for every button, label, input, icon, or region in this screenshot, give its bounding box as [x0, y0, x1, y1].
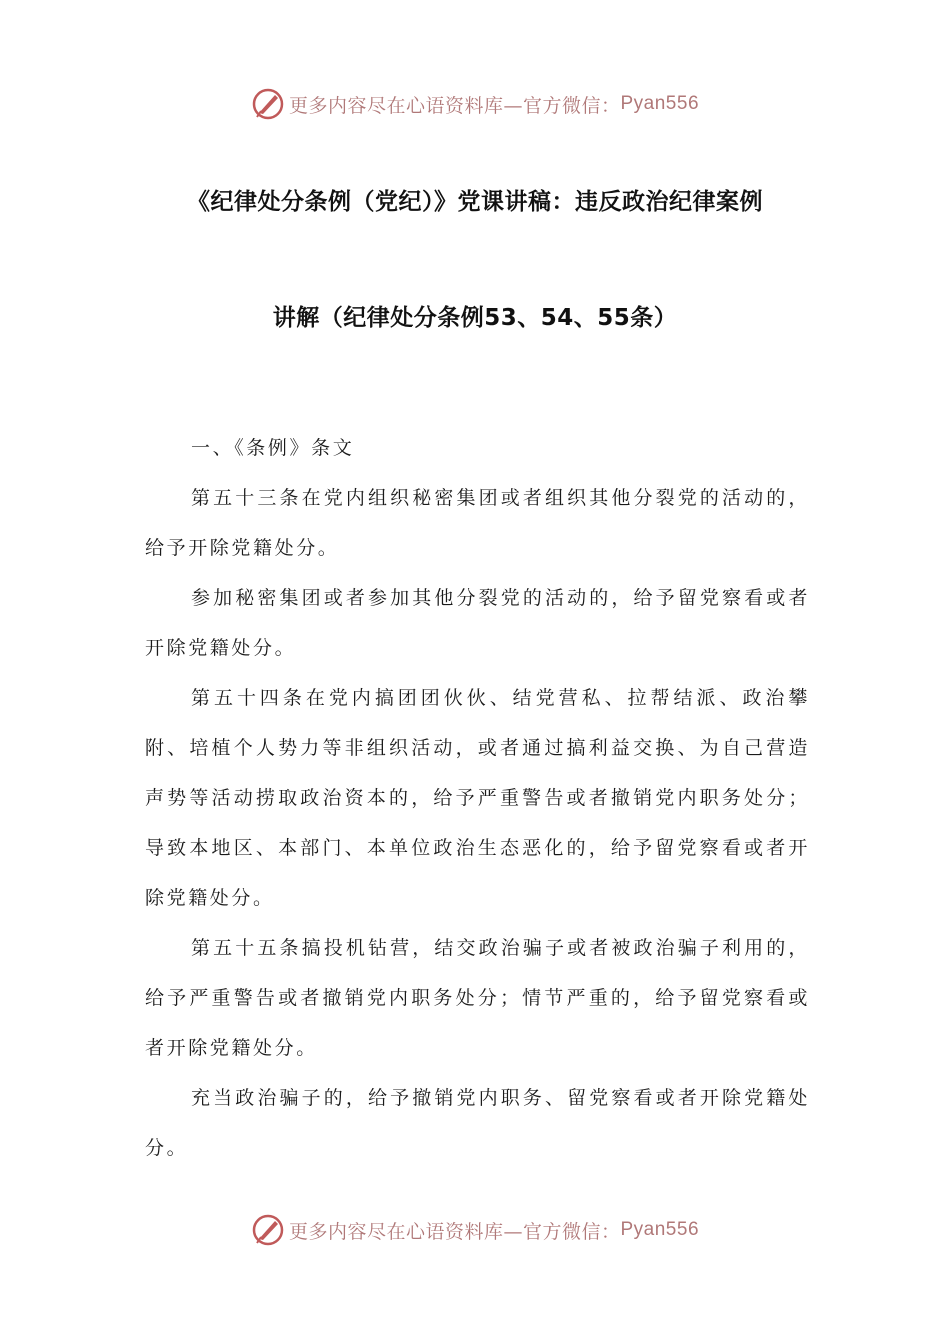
- paragraph: 充当政治骗子的，给予撤销党内职务、留党察看或者开除党籍处分。: [145, 1087, 810, 1159]
- paragraph: 参加秘密集团或者参加其他分裂党的活动的，给予留党察看或者开除党籍处分。: [145, 587, 810, 659]
- section-heading: 一、《条例》条文: [191, 437, 355, 459]
- watermark-header: [0, 84, 950, 124]
- watermark-footer: [0, 1210, 950, 1250]
- watermark-text: 更多内容尽在心语资料库—官方微信：: [288, 94, 621, 117]
- document-title-line-1: 《纪律处分条例（党纪）》党课讲稿：违反政治纪律案例: [187, 189, 763, 215]
- watermark-wechat-id: Pyan556: [620, 1219, 700, 1240]
- quill-logo-icon: [251, 87, 285, 121]
- paragraph: 第五十四条在党内搞团团伙伙、结党营私、拉帮结派、政治攀附、培植个人势力等非组织活动，或者通过搞利益交换、为自己营造声势等活动捞取政治资本的，给予严重警告或者撤销党内职务处分；导致本地区、本部门、本单位政治生态恶化的，给予留党察看或者开除党籍处分。: [145, 687, 810, 909]
- watermark-text: 更多内容尽在心语资料库—官方微信：: [288, 1220, 621, 1243]
- watermark-wechat-id: Pyan556: [620, 93, 700, 114]
- paragraph: 第五十三条在党内组织秘密集团或者组织其他分裂党的活动的，给予开除党籍处分。: [145, 487, 810, 559]
- paragraph: 第五十五条搞投机钻营，结交政治骗子或者被政治骗子利用的，给予严重警告或者撤销党内职务处分；情节严重的，给予留党察看或者开除党籍处分。: [145, 937, 810, 1059]
- document-title-line-2: 讲解（纪律处分条例53、54、55条）: [272, 305, 678, 331]
- quill-logo-icon: [251, 1213, 285, 1247]
- document-body: [145, 423, 810, 1173]
